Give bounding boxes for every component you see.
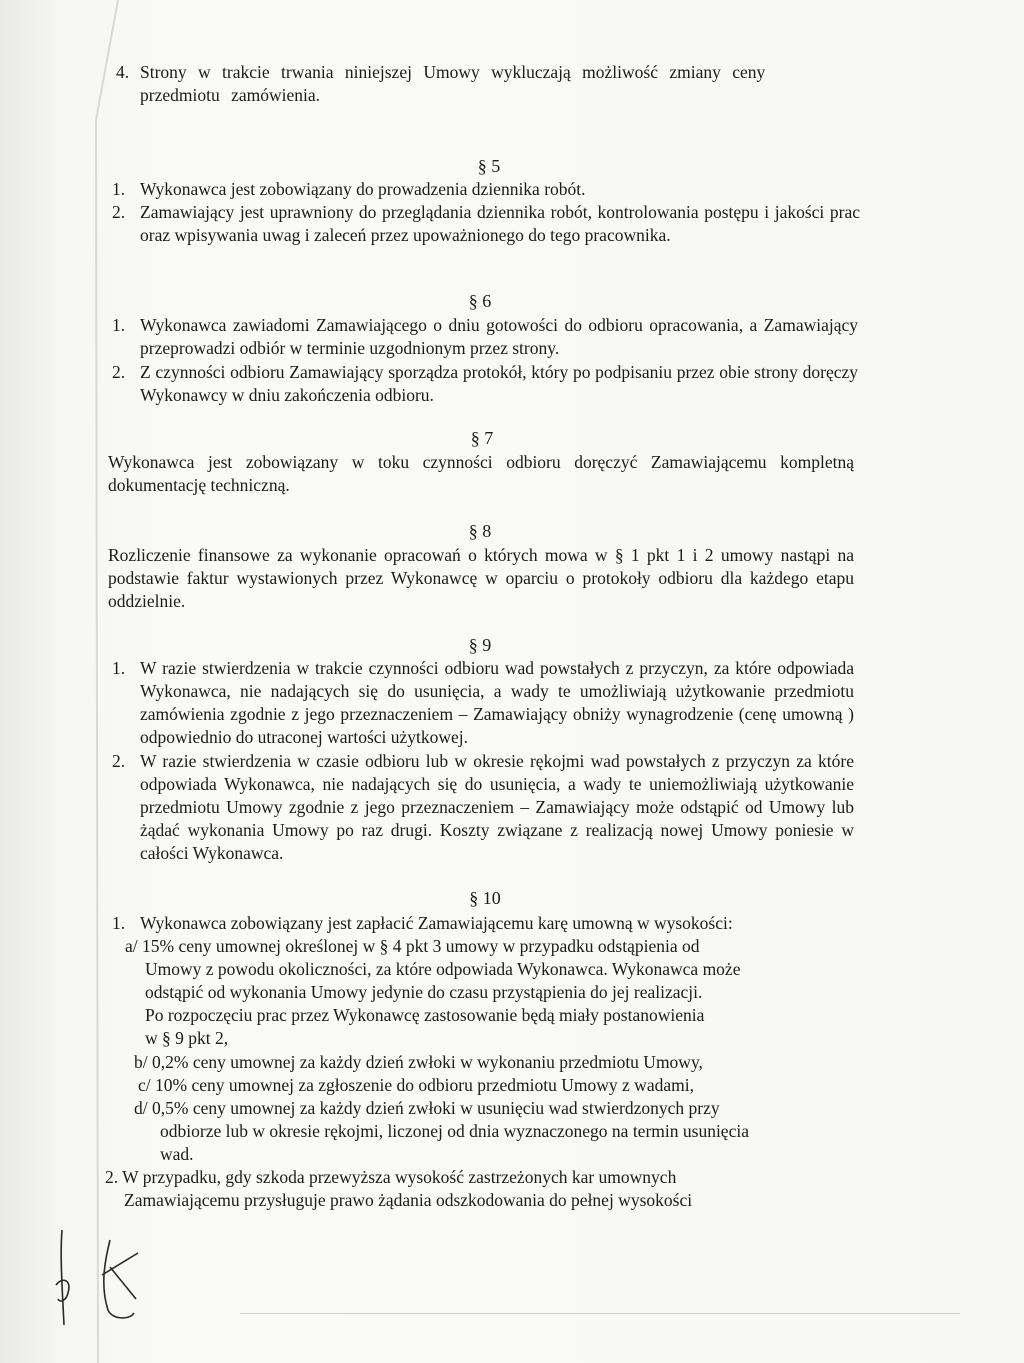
item-2-line: 2. W przypadku, gdy szkoda przewyższa wysokość zastrzeżonych kar umownych xyxy=(105,1167,677,1187)
paragraph-text: Strony w trakcie trwania niniejszej Umowy wykluczają możliwość zmiany ceny przedmiotu zamówienia. xyxy=(140,62,766,105)
list-item-a-line: Umowy z powodu okoliczności, za które odpowiada Wykonawca. Wykonawca może xyxy=(145,959,741,979)
paragraph-text: Z czynności odbioru Zamawiający sporządza protokół, który po podpisaniu przez obie strony doręczy Wykonawcy w dniu zakończenia odbioru. xyxy=(140,362,858,405)
paragraph-text: Wykonawca jest zobowiązany w toku czynności odbioru doręczyć Zamawiającemu kompletną dokumentację techniczną. xyxy=(108,452,854,495)
paragraph-text: W razie stwierdzenia w trakcie czynności odbioru wad powstałych z przyczyn, za które odpowiada Wykonawca, nie nadających się do usunięcia, a wady te umożliwiają użytkowanie przedmiotu zamówienia zgodnie z jego przeznaczeniem – Zamawiający obniży wynagrodzenie (cenę umowną ) odpowiednio do utraconej wartości użytkowej. xyxy=(140,658,854,747)
paragraph-text: Wykonawca jest zobowiązany do prowadzenia dziennika robót. xyxy=(140,179,586,199)
paragraph-text: Wykonawca zawiadomi Zamawiającego o dniu gotowości do odbioru opracowania, a Zamawiający przeprowadzi odbiór w terminie uzgodnionym przez strony. xyxy=(140,315,858,358)
item-number: 1. xyxy=(112,315,126,335)
item-number: 1. xyxy=(112,658,126,678)
list-item-a-line: a/ 15% ceny umownej określonej w § 4 pkt 3 umowy w przypadku odstąpienia od xyxy=(125,936,700,956)
item-number: 2. xyxy=(112,362,126,382)
paragraph-text: Wykonawca zobowiązany jest zapłacić Zamawiającemu karę umowną w wysokości: xyxy=(140,913,733,933)
paragraph-text: Zamawiający jest uprawniony do przeglądania dziennika robót, kontrolowania postępu i jakości prac oraz wpisywania uwag i zaleceń przez upoważnionego do tego pracownika. xyxy=(140,202,860,245)
page-bottom-rule xyxy=(240,1313,960,1314)
item-2-line: Zamawiającemu przysługuje prawo żądania odszkodowania do pełnej wysokości xyxy=(124,1190,693,1210)
section-heading: § 6 xyxy=(468,291,492,311)
section-heading: § 9 xyxy=(468,635,492,655)
item-number: 1. xyxy=(112,179,126,199)
section-heading: § 10 xyxy=(469,888,501,908)
signature-initials xyxy=(50,1215,160,1335)
list-item-a-line: w § 9 pkt 2, xyxy=(145,1028,229,1048)
item-number: 1. xyxy=(112,913,126,933)
item-number: 2. xyxy=(112,751,126,771)
list-item-d-line: d/ 0,5% ceny umownej za każdy dzień zwłoki w usunięciu wad stwierdzonych przy xyxy=(134,1098,720,1118)
section-heading: § 8 xyxy=(468,521,492,541)
section-heading: § 7 xyxy=(470,428,494,448)
list-item-a-line: Po rozpoczęciu prac przez Wykonawcę zastosowanie będą miały postanowienia xyxy=(145,1005,705,1025)
paragraph-text: W razie stwierdzenia w czasie odbioru lub w okresie rękojmi wad powstałych z przyczyn za które odpowiada Wykonawca, nie nadających się do usunięcia, a wady te uniemożliwiają użytkowanie przedmiotu Umowy zgodnie z jego przeznaczeniem – Zamawiający może odstąpić od Umowy lub żądać wykonania Umowy po raz drugi. Koszty związane z realizacją nowej Umowy poniesie w całości Wykonawca. xyxy=(140,751,854,863)
list-item-d-line: odbiorze lub w okresie rękojmi, liczonej od dnia wyznaczonego na termin usunięcia xyxy=(160,1121,749,1141)
list-item-b: b/ 0,2% ceny umownej za każdy dzień zwłoki w wykonaniu przedmiotu Umowy, xyxy=(134,1052,703,1072)
page-fold-shadow xyxy=(0,0,120,1363)
section-heading: § 5 xyxy=(477,156,501,176)
paragraph-text: Rozliczenie finansowe za wykonanie opracowań o których mowa w § 1 pkt 1 i 2 umowy nastąpi na podstawie faktur wystawionych przez Wykonawcę w oparciu o protokoły odbioru dla każdego etapu oddzielnie. xyxy=(108,545,854,611)
list-item-d-line: wad. xyxy=(160,1144,194,1164)
list-item-a-line: odstąpić od wykonania Umowy jedynie do czasu przystąpienia do jej realizacji. xyxy=(145,982,703,1002)
item-number: 4. xyxy=(116,62,130,82)
item-number: 2. xyxy=(112,202,126,222)
list-item-c: c/ 10% ceny umownej za zgłoszenie do odbioru przedmiotu Umowy z wadami, xyxy=(138,1075,694,1095)
